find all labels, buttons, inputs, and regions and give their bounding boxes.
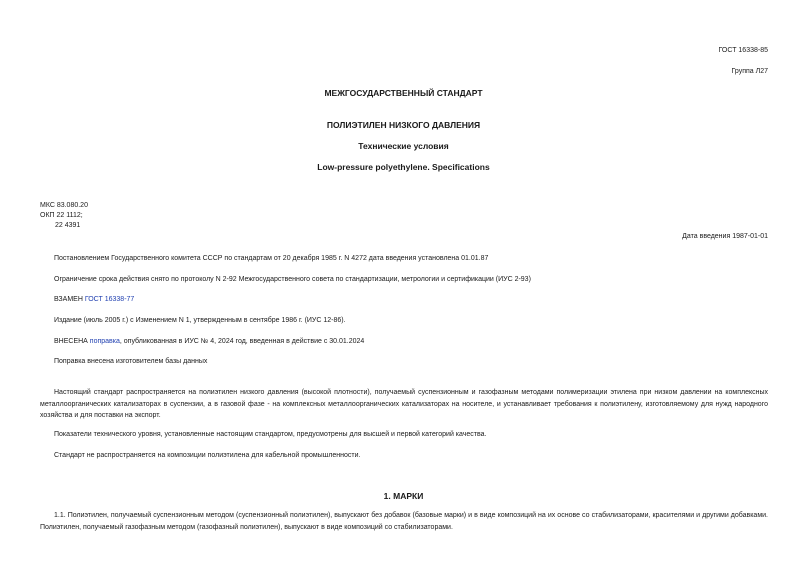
standard-name-title: ПОЛИЭТИЛЕН НИЗКОГО ДАВЛЕНИЯ bbox=[326, 120, 481, 130]
replaced-standard-link[interactable]: ГОСТ 16338-77 bbox=[84, 296, 135, 303]
standard-type-title: МЕЖГОСУДАРСТВЕННЫЙ СТАНДАРТ bbox=[324, 88, 483, 98]
amendment-suffix: , опубликованная в ИУС № 4, 2024 год, введенная в действие с 30.01.2024 bbox=[119, 338, 365, 345]
okp-code-1: ОКП 22 1112; bbox=[40, 212, 83, 219]
standard-subtitle: Технические условия bbox=[358, 141, 449, 151]
body-paragraph-1: Настоящий стандарт распространяется на полиэтилен низкого давления (высокой плотности), получаемый суспензионным и газофазным методами полимеризации этилена при низком давлении на комплексных металлоорганических катализаторах в суспензии, а в газовой фазе - на комплексных металлоорганических катализаторах на носителе, и устанавливает требования к полиэтилену, изготовляемому для нужд народного хозяйства и для поставки на экспорт. bbox=[40, 389, 768, 419]
okp-code-2: 22 4391 bbox=[55, 222, 81, 229]
body-paragraph-2: Показатели технического уровня, установленные настоящим стандартом, предусмотрены для высшей и первой категорий качества. bbox=[54, 431, 487, 438]
intro-date: Дата введения 1987-01-01 bbox=[682, 233, 768, 240]
amendment-line bbox=[54, 338, 364, 345]
doc-group: Группа Л27 bbox=[731, 68, 768, 75]
correction-note: Поправка внесена изготовителем базы данных bbox=[54, 358, 208, 365]
body-paragraph-3: Стандарт не распространяется на композиции полиэтилена для кабельной промышленности. bbox=[54, 452, 361, 459]
section-1-paragraph-1: 1.1. Полиэтилен, получаемый суспензионным методом (суспензионный полиэтилен), выпускают без добавок (базовые марки) и в виде композиций на их основе со стабилизаторами, красителями и другими добавками. Полиэтилен, получаемый газофазным методом (газофазный полиэтилен), выпускают в виде композиций со стабилизаторами. bbox=[40, 512, 768, 531]
replaces-prefix: ВЗАМЕН bbox=[54, 296, 83, 303]
english-title: Low-pressure polyethylene. Specifications bbox=[317, 162, 490, 172]
doc-code: ГОСТ 16338-85 bbox=[718, 47, 768, 54]
amendment-prefix: ВНЕСЕНА bbox=[54, 338, 88, 345]
edition-line: Издание (июль 2005 г.) с Изменением N 1, утвержденным в сентябре 1986 г. (ИУС 12-86). bbox=[54, 317, 346, 324]
decree-line: Постановлением Государственного комитета СССР по стандартам от 20 декабря 1985 г. N 4272 дата введения установлена 01.01.87 bbox=[54, 255, 489, 262]
mks-code: МКС 83.080.20 bbox=[40, 202, 88, 209]
amendment-link[interactable]: поправка bbox=[89, 338, 120, 345]
limitation-line: Ограничение срока действия снято по протоколу N 2-92 Межгосударственного совета по стандартизации, метрологии и сертификации (ИУС 2-93) bbox=[54, 276, 531, 283]
section-1-heading: 1. МАРКИ bbox=[383, 491, 424, 501]
replaces-line bbox=[54, 296, 134, 303]
